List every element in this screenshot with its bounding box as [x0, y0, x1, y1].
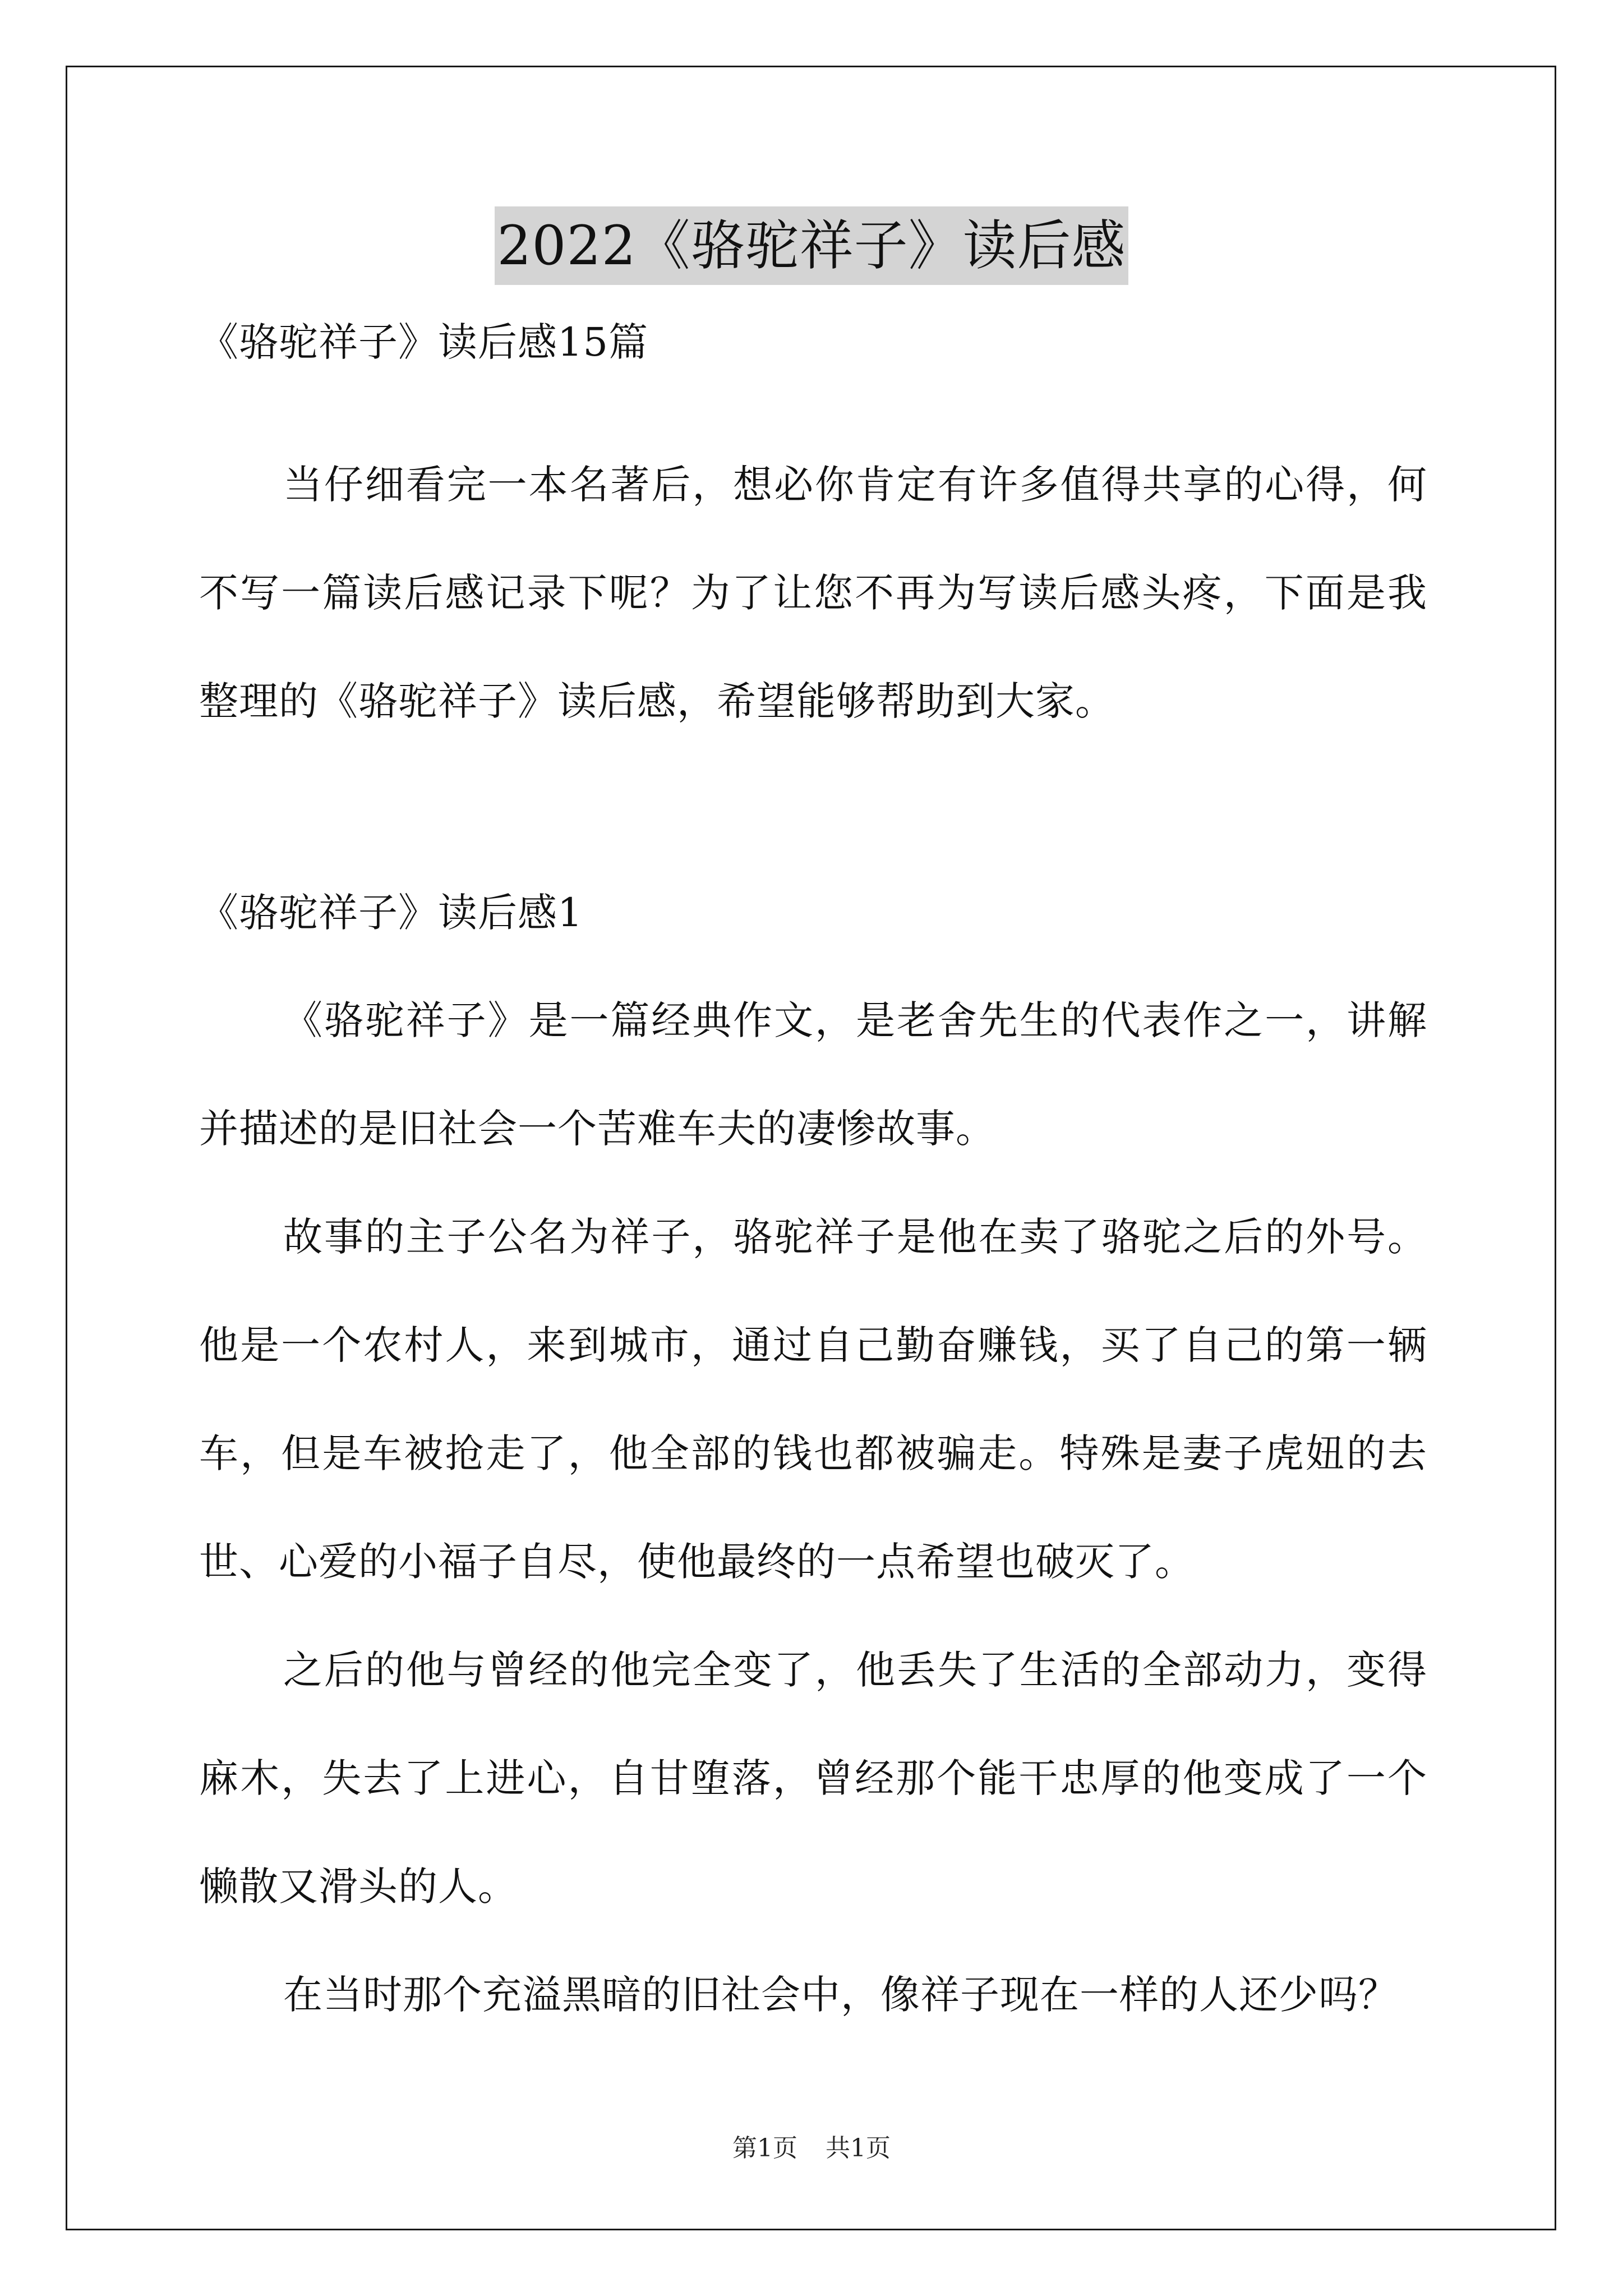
title-container [0, 206, 1623, 285]
document-title: 2022《骆驼祥子》读后感 [495, 206, 1128, 285]
body-paragraph-2: 故事的主子公名为祥子，骆驼祥子是他在卖了骆驼之后的外号。他是一个农村人，来到城市，通过自己勤奋赚钱，买了自己的第一辆车，但是车被抢走了，他全部的钱也都被骗走。特殊是妻子虎妞的去世、心爱的小福子自尽，使他最终的一点希望也破灭了。 [199, 1214, 1427, 1585]
body-paragraph-3: 之后的他与曾经的他完全变了，他丢失了生活的全部动力，变得麻木，失去了上进心，自甘堕落，曾经那个能干忠厚的他变成了一个懒散又滑头的人。 [199, 1647, 1427, 1910]
body-paragraph-1: 《骆驼祥子》是一篇经典作文，是老舍先生的代表作之一，讲解并描述的是旧社会一个苦难车夫的凄惨故事。 [199, 997, 1427, 1152]
intro-paragraph: 当仔细看完一本名著后，想必你肯定有许多值得共享的心得，何不写一篇读后感记录下呢？为了让您不再为写读后感头疼，下面是我整理的《骆驼祥子》读后感，希望能够帮助到大家。 [199, 462, 1427, 724]
page-number: 第1页 [732, 2134, 797, 2162]
section-heading: 《骆驼祥子》读后感1 [199, 890, 583, 936]
page-footer [0, 2132, 1623, 2165]
page-total: 共1页 [826, 2134, 891, 2162]
body-paragraph-4: 在当时那个充溢黑暗的旧社会中，像祥子现在一样的人还少吗？ [283, 1972, 1398, 2018]
document-body [199, 314, 1427, 2049]
section-spacer [199, 756, 1427, 885]
document-subtitle: 《骆驼祥子》读后感15篇 [199, 319, 649, 365]
